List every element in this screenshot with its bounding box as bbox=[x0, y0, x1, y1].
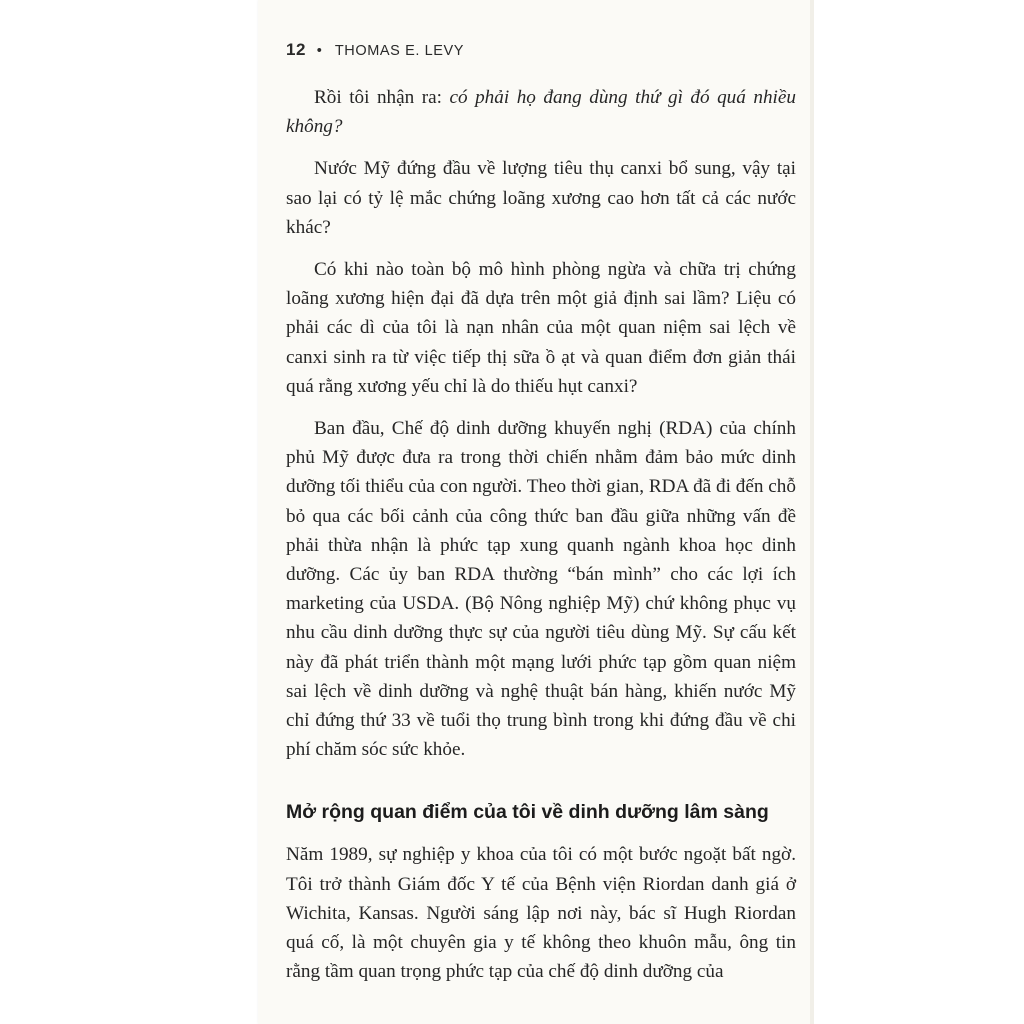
page-body bbox=[286, 83, 796, 999]
paragraph-3: Có khi nào toàn bộ mô hình phòng ngừa và chữa trị chứng loãng xương hiện đại đã dựa trên một giả định sai lầm? Liệu có phải các dì của tôi là nạn nhân của một quan niệm sai lệch về canxi sinh ra từ việc tiếp thị sữa ồ ạt và quan điểm đơn giản thái quá rằng xương yếu chỉ là do thiếu hụt canxi? bbox=[286, 259, 796, 397]
running-head bbox=[286, 40, 464, 60]
paragraph-4: Ban đầu, Chế độ dinh dưỡng khuyến nghị (RDA) của chính phủ Mỹ được đưa ra trong thời chiến nhằm đảm bảo mức dinh dưỡng tối thiểu của con người. Theo thời gian, RDA đã đi đến chỗ bỏ qua các bối cảnh của công thức ban đầu giữa những vấn đề phải thừa nhận là phức tạp xung quanh ngành khoa học dinh dưỡng. Các ủy ban RDA thường “bán mình” cho các lợi ích marketing của USDA. (Bộ Nông nghiệp Mỹ) chứ không phục vụ nhu cầu dinh dưỡng thực sự của người tiêu dùng Mỹ. Sự cấu kết này đã phát triển thành một mạng lưới phức tạp gồm quan niệm sai lệch về dinh dưỡng và nghệ thuật bán hàng, khiến nước Mỹ chỉ đứng thứ 33 về tuổi thọ trung bình trong khi đứng đầu về chi phí chăm sóc sức khỏe. bbox=[286, 418, 796, 761]
paragraph-1 bbox=[286, 83, 796, 141]
paragraph-2: Nước Mỹ đứng đầu về lượng tiêu thụ canxi bổ sung, vậy tại sao lại có tỷ lệ mắc chứng loãng xương cao hơn tất cả các nước khác? bbox=[286, 158, 796, 238]
page-number: 12 bbox=[286, 40, 307, 59]
author-name: THOMAS E. LEVY bbox=[334, 43, 465, 59]
header-bullet: • bbox=[316, 43, 323, 59]
paragraph-5: Năm 1989, sự nghiệp y khoa của tôi có một bước ngoặt bất ngờ. Tôi trở thành Giám đốc Y tế của Bệnh viện Riordan danh giá ở Wichita, Kansas. Người sáng lập nơi này, bác sĩ Hugh Riordan quá cố, là một chuyên gia y tế không theo khuôn mẫu, ông tin rằng tầm quan trọng phức tạp của chế độ dinh dưỡng của bbox=[286, 844, 796, 983]
section-heading: Mở rộng quan điểm của tôi về dinh dưỡng lâm sàng bbox=[286, 801, 769, 824]
paragraph-1-italic: có phải họ đang dùng thứ gì đó quá nhiều không? bbox=[286, 87, 796, 138]
page-edge bbox=[810, 0, 814, 1024]
paragraph-1-lead: Rồi tôi nhận ra: bbox=[314, 87, 450, 108]
